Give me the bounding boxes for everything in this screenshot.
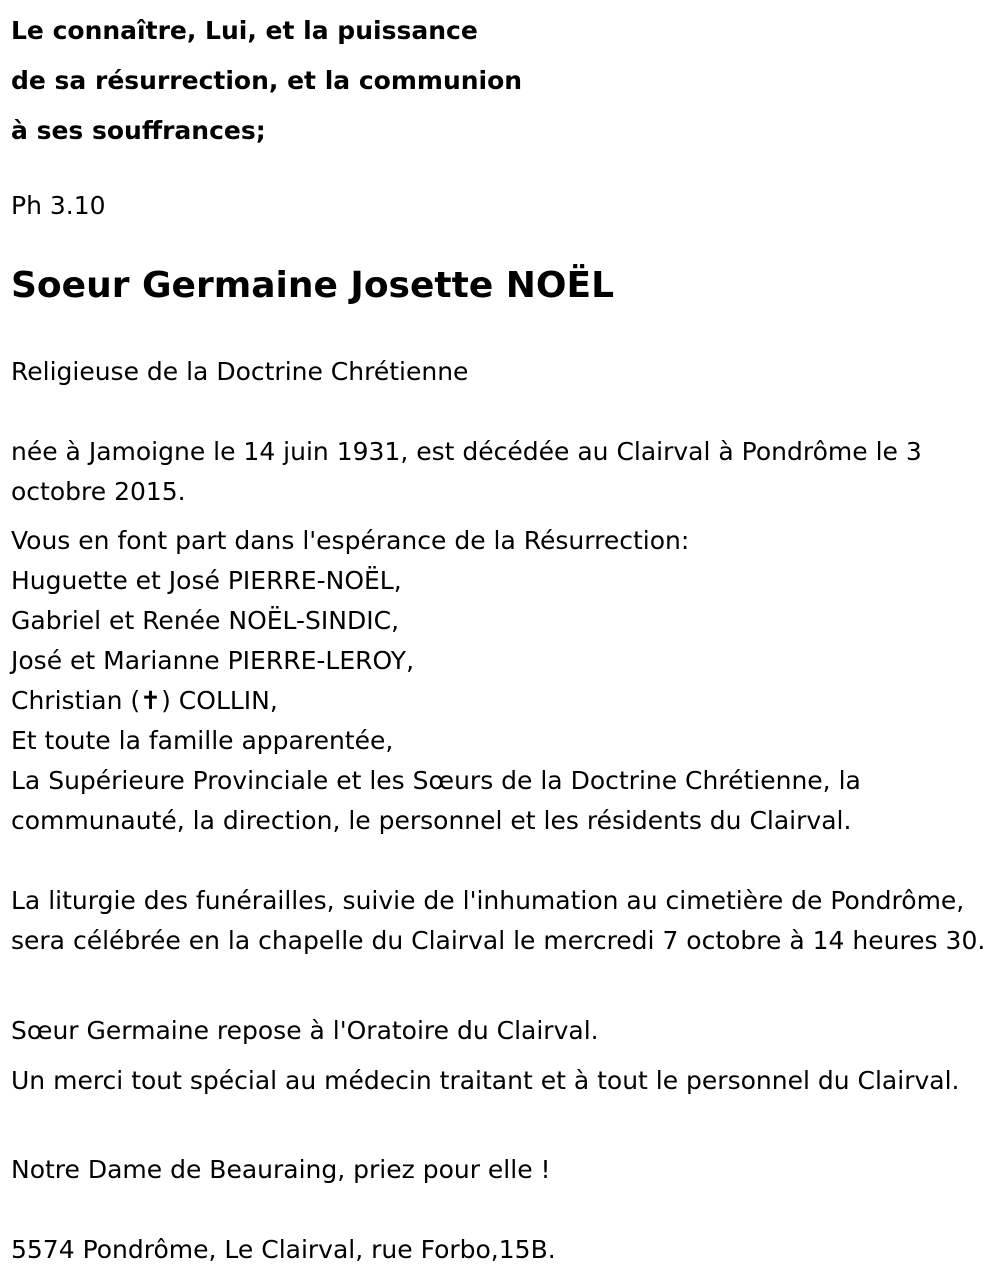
funeral-liturgy-text: La liturgie des funérailles, suivie de l'inhumation au cimetière de Pondrôme, sera célébrée en la chapelle du Clairval le mercredi 7 octobre à 14 heures 30. bbox=[11, 886, 986, 955]
announcement-block bbox=[11, 521, 991, 841]
verse-line-2: de sa résurrection, et la communion bbox=[11, 66, 523, 95]
verse-line-1: Le connaître, Lui, et la puissance bbox=[11, 16, 478, 45]
deceased-name: Soeur Germaine Josette NOËL bbox=[11, 265, 615, 306]
thanks-text: Un merci tout spécial au médecin traitant et à tout le personnel du Clairval. bbox=[11, 1066, 960, 1095]
rest-location-text: Sœur Germaine repose à l'Oratoire du Clairval. bbox=[11, 1016, 599, 1045]
family-line: Et toute la famille apparentée, bbox=[11, 726, 394, 755]
deceased-subtitle: Religieuse de la Doctrine Chrétienne bbox=[11, 357, 469, 386]
birth-death-text: née à Jamoigne le 14 juin 1931, est décédée au Clairval à Pondrôme le 3 octobre 2015. bbox=[11, 437, 922, 506]
verse-line-3: à ses souffrances; bbox=[11, 116, 266, 145]
community-text: La Supérieure Provinciale et les Sœurs de la Doctrine Chrétienne, la communauté, la direction, le personnel et les résidents du Clairval. bbox=[11, 766, 861, 835]
scripture-verse bbox=[11, 6, 522, 156]
announcement-intro: Vous en font part dans l'espérance de la Résurrection: bbox=[11, 526, 690, 555]
address-text: 5574 Pondrôme, Le Clairval, rue Forbo,15B. bbox=[11, 1235, 556, 1264]
family-line: Christian (✝) COLLIN, bbox=[11, 686, 278, 715]
family-line: Gabriel et Renée NOËL-SINDIC, bbox=[11, 606, 400, 635]
family-line: Huguette et José PIERRE-NOËL, bbox=[11, 566, 402, 595]
verse-reference: Ph 3.10 bbox=[11, 191, 106, 220]
family-line: José et Marianne PIERRE-LEROY, bbox=[11, 646, 415, 675]
prayer-text: Notre Dame de Beauraing, priez pour elle ! bbox=[11, 1155, 551, 1184]
